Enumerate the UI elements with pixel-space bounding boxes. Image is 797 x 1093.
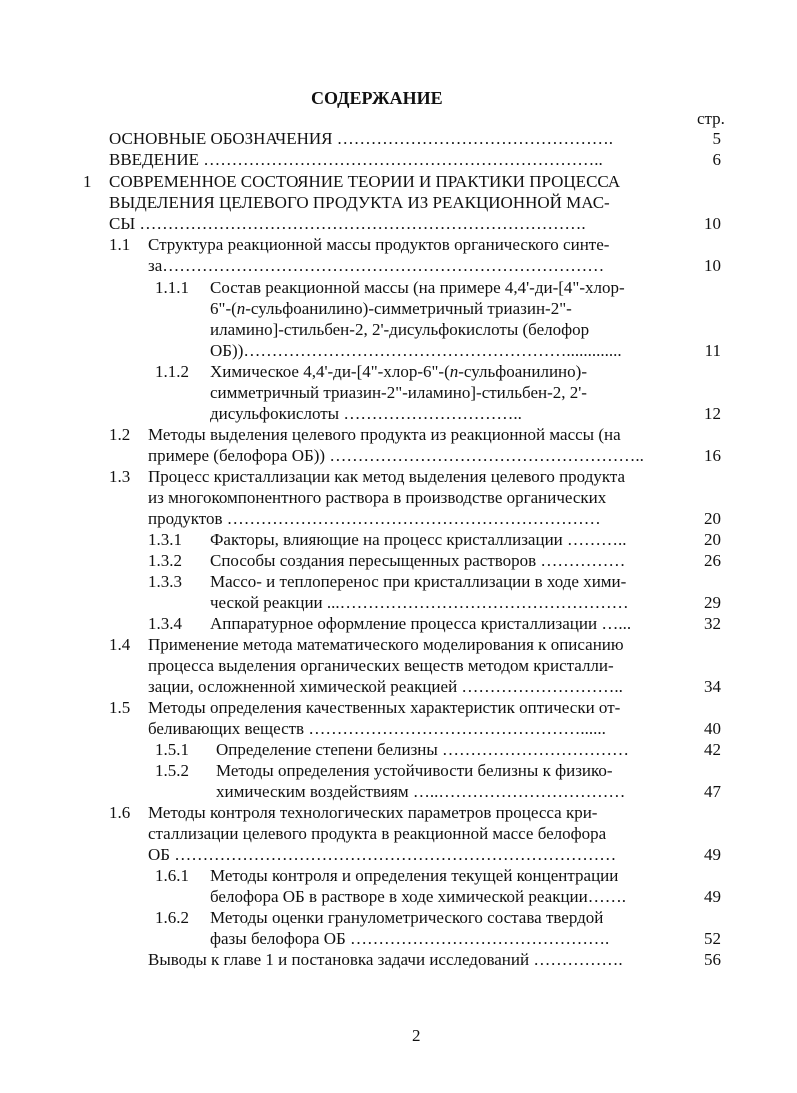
- section-title-line: Методы выделения целевого продукта из реакционной массы (на: [148, 425, 621, 444]
- page-column-header: стр.: [697, 109, 725, 128]
- section-title-line: Методы контроля технологических параметров процесса кри-: [148, 803, 598, 822]
- subsection-number: 1.5.2: [155, 761, 189, 780]
- chapter-title-line: СОВРЕМЕННОЕ СОСТОЯНИЕ ТЕОРИИ И ПРАКТИКИ ПРОЦЕССА: [109, 172, 621, 191]
- subsection-title-line: Состав реакционной массы (на примере 4,4'-ди-[4"-хлор-: [210, 278, 625, 297]
- toc-page-number: 40: [704, 719, 721, 738]
- section-title-line: сталлизации целевого продукта в реакционной массе белофора: [148, 824, 607, 843]
- chapter-number: 1: [83, 172, 92, 191]
- toc-page-number: 56: [704, 950, 721, 969]
- section-title-line: беливающих веществ …………………………………………......: [148, 719, 606, 738]
- text-italic-part: n: [449, 362, 459, 381]
- subsection-number: 1.3.3: [148, 572, 182, 591]
- subsection-number: 1.3.2: [148, 551, 182, 570]
- subsection-title-line: симметричный триазин-2"-иламино]-стильбен-2, 2'-: [210, 383, 587, 402]
- text-part: -сульфоанилино)-: [458, 362, 587, 381]
- subsection-title-line: химическим воздействиям …..……………………………: [216, 782, 626, 801]
- toc-page-number: 32: [704, 614, 721, 633]
- chapter-title-line: СЫ …………………………………………………………………….: [109, 214, 586, 233]
- toc-entry-designations: ОСНОВНЫЕ ОБОЗНАЧЕНИЯ ………………………………………….: [109, 129, 613, 148]
- section-title-line: ОБ ……………………………………………………………………: [148, 845, 617, 864]
- page-title: СОДЕРЖАНИЕ: [311, 88, 443, 108]
- section-number: 1.2: [109, 425, 131, 444]
- subsection-title-line: [210, 298, 572, 320]
- toc-page-number: 10: [704, 256, 721, 275]
- toc-page-number: 47: [704, 782, 721, 801]
- subsection-title-line: Методы контроля и определения текущей концентрации: [210, 866, 619, 885]
- section-number: 1.3: [109, 467, 131, 486]
- text-part: -сульфоанилино)-симметричный триазин-2"-: [245, 299, 572, 318]
- toc-page-number: 20: [704, 530, 721, 549]
- toc-page-number: 20: [704, 509, 721, 528]
- subsection-title-line: Способы создания пересыщенных растворов ……………: [210, 551, 626, 570]
- subsection-title-line: белофора ОБ в растворе в ходе химической реакции…….: [210, 887, 627, 906]
- subsection-title-line: Методы оценки гранулометрического состава твердой: [210, 908, 604, 927]
- section-title-line: за……………………………………………………………………: [148, 256, 605, 275]
- section-title-line: Применение метода математического моделирования к описанию: [148, 635, 624, 654]
- section-title-line: Процесс кристаллизации как метод выделения целевого продукта: [148, 467, 626, 486]
- page-number: 2: [412, 1026, 421, 1045]
- toc-entry-conclusions: Выводы к главе 1 и постановка задачи исследований …………….: [148, 950, 623, 969]
- subsection-title-line: [210, 361, 587, 383]
- section-number: 1.5: [109, 698, 131, 717]
- subsection-title-line: Массо- и теплоперенос при кристаллизации в ходе хими-: [210, 572, 627, 591]
- toc-entry-intro: ВВЕДЕНИЕ ……………………………………………………………..: [109, 150, 603, 169]
- subsection-title-line: Факторы, влияющие на процесс кристаллизации ………..: [210, 530, 627, 549]
- subsection-title-line: Методы определения устойчивости белизны к физико-: [216, 761, 613, 780]
- section-title-line: Методы определения качественных характеристик оптически от-: [148, 698, 621, 717]
- toc-page-number: 49: [704, 845, 721, 864]
- section-title-line: зации, осложненной химической реакцией ………………………..: [148, 677, 623, 696]
- subsection-number: 1.6.1: [155, 866, 189, 885]
- toc-page-number: 29: [704, 593, 721, 612]
- subsection-title-line: Аппаратурное оформление процесса кристаллизации …...: [210, 614, 632, 633]
- subsection-number: 1.6.2: [155, 908, 189, 927]
- toc-page-number: 26: [704, 551, 721, 570]
- toc-page-number: 5: [712, 129, 721, 148]
- subsection-title-line: фазы белофора ОБ ……………………………………….: [210, 929, 610, 948]
- subsection-title-line: Определение степени белизны ……………………………: [216, 740, 630, 759]
- toc-page-number: 11: [704, 341, 721, 360]
- subsection-title-line: иламино]-стильбен-2, 2'-дисульфокислоты (белофор: [210, 320, 590, 339]
- text-part: Химическое 4,4'-ди-[4"-хлор-6"-(: [210, 362, 450, 381]
- section-title-line: продуктов …………………………………………………………: [148, 509, 601, 528]
- subsection-number: 1.3.4: [148, 614, 182, 633]
- section-title-line: примере (белофора ОБ)) ………………………………………………..: [148, 446, 644, 465]
- section-number: 1.6: [109, 803, 131, 822]
- subsection-title-line: ОБ))………………………………………………….............: [210, 341, 622, 360]
- toc-page-number: 10: [704, 214, 721, 233]
- subsection-title-line: ческой реакции ...……………………………………………: [210, 593, 629, 612]
- text-part: 6"-(: [210, 299, 237, 318]
- toc-page-number: 52: [704, 929, 721, 948]
- section-title-line: Структура реакционной массы продуктов органического синте-: [148, 235, 610, 254]
- toc-page-number: 16: [704, 446, 721, 465]
- text-italic-part: n: [236, 299, 246, 318]
- toc-page-number: 42: [704, 740, 721, 759]
- toc-page-number: 6: [712, 150, 721, 169]
- toc-page-number: 34: [704, 677, 721, 696]
- section-title-line: процесса выделения органических веществ методом кристалли-: [148, 656, 614, 675]
- toc-page-number: 49: [704, 887, 721, 906]
- section-number: 1.1: [109, 235, 131, 254]
- subsection-number: 1.5.1: [155, 740, 189, 759]
- section-title-line: из многокомпонентного раствора в производстве органических: [148, 488, 607, 507]
- subsection-number: 1.3.1: [148, 530, 182, 549]
- subsection-number: 1.1.2: [155, 362, 189, 381]
- toc-page-number: 12: [704, 404, 721, 423]
- subsection-title-line: дисульфокислоты …………………………..: [210, 404, 522, 423]
- chapter-title-line: ВЫДЕЛЕНИЯ ЦЕЛЕВОГО ПРОДУКТА ИЗ РЕАКЦИОННОЙ МАС-: [109, 193, 610, 212]
- section-number: 1.4: [109, 635, 131, 654]
- subsection-number: 1.1.1: [155, 278, 189, 297]
